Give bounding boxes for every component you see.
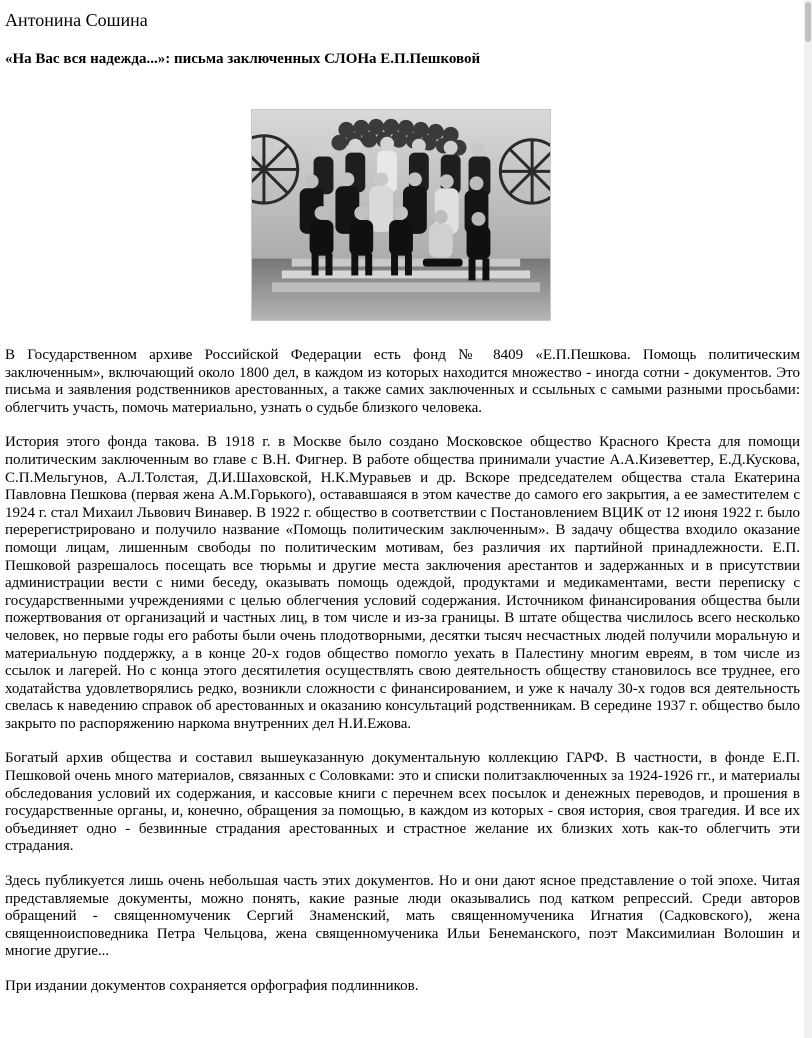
paragraph: История этого фонда такова. В 1918 г. в Москве было создано Московское общество Красного Креста для помощи политическим заключенным во главе с В.Н. Фигнер. В работе общества принимали участие А.А.Кизеветтер, Е.Д.Кускова, С.П.Мельгунов, А.Л.Толстая, Д.И.Шаховской, Н.К.Муравьев и др. Вскоре председателем общества стала Екатерина Павловна Пешкова (первая жена А.М.Горького), остававшаяся в этом качестве до самого его закрытия, а ее заместителем с 1924 г. стал Михаил Львович Винавер. В 1922 г. общество в соответствии с Постановлением ВЦИК от 12 июня 1922 г. было перерегистрировано и получило название «Помощь политическим заключенным». В задачу общества входило оказание помощи лицам, лишенным свободы по политическим мотивам, без различия их партийной принадлежности. Е.П. Пешковой разрешалось посещать все тюрьмы и другие места заключения арестантов и задержанных и в присутствии администрации вести с ними беседу, оказывать помощь одеждой, продуктами и медикаментами, вести переписку с государственными учреждениями с целью облегчения условий содержания. Источником финансирования общества были пожертвования от организаций и частных лиц, в том числе и из-за границы. В штате общества числилось всего несколько человек, но первые годы его работы были очень плодотворными, десятки тысяч несчастных людей получили моральную и материальную поддержку, а в конце 20-х годов общество помогло уехать в Палестину многим евреям, в том числе из ссылок и лагерей. Но с конца этого десятилетия осуществлять свою деятельность обществу становилось все труднее, его ходатайства удовлетворялись редко, возникли сложности с финансированием, и уже к началу 30-х годов вся деятельность свелась к наведению справок об арестованных и оказанию консультаций родственникам. В середине 1937 г. общество было закрыто по распоряжению наркома внутренних дел Н.И.Ежова.	[5, 434, 800, 732]
paragraph: При издании документов сохраняется орфография подлинников.	[5, 978, 419, 994]
article	[5, 8, 800, 996]
article-title: «На Вас вся надежда...»: письма заключенных СЛОНа Е.П.Пешковой	[5, 51, 481, 67]
article-body	[5, 347, 800, 996]
scrollbar-thumb[interactable]	[805, 2, 811, 42]
vertical-scrollbar[interactable]	[804, 0, 812, 1038]
paragraph: В Государственном архиве Российской Федерации есть фонд № 8409 «Е.П.Пешкова. Помощь политическим заключенным», включающий около 1800 дел, в каждом из которых находится множество - иногда сотни - документов. Это письма и заявления родственников арестованных, а также самих заключенных и ссыльных с самыми разными просьбами: облегчить участь, помочь материально, узнать о судьбе близкого человека.	[5, 347, 800, 416]
author-name: Антонина Сошина	[5, 10, 148, 30]
group-photo-illustration	[252, 110, 550, 320]
group-photo-image	[251, 109, 551, 321]
paragraph: Здесь публикуется лишь очень небольшая часть этих документов. Но и они дают ясное представление о той эпохе. Читая представляемые документы, можно понять, какие разные люди оказывались под катком репрессий. Среди авторов обращений - священномученик Сергий Знаменский, мать священномученика Игнатия (Садковского), жена священноисповедника Петра Чельцова, жена священномученика Ильи Бенеманского, поэт Максимилиан Волошин и многие другие...	[5, 873, 800, 960]
paragraph: Богатый архив общества и составил вышеуказанную документальную коллекцию ГАРФ. В частности, в фонде Е.П. Пешковой очень много материалов, связанных с Соловками: это и списки политзаключенных за 1924-1926 гг., и материалы обследования условий их содержания, и кассовые книги с перечнем всех посылок и денежных переводов, и прошения в государственные органы, и, конечно, обращения за помощью, в каждом из которых - своя история, своя трагедия. И все их объединяет одно - безвинные страдания арестованных и страстное желание их близких хоть как-то облегчить эти страдания.	[5, 750, 800, 855]
